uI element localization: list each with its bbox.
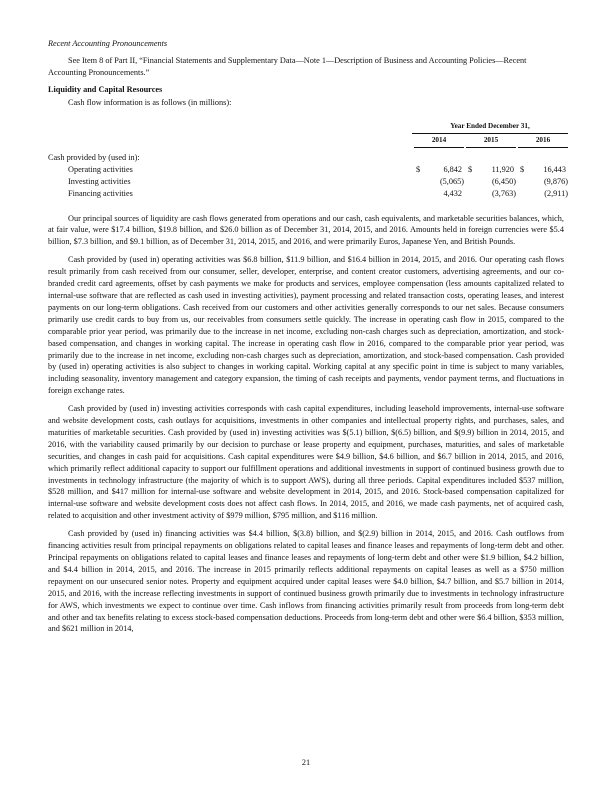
currency-symbol: $ [520, 164, 525, 174]
recent-pronouncements-heading: Recent Accounting Pronouncements [48, 39, 168, 48]
currency-symbol: $ [468, 164, 473, 174]
year-rule-2016 [518, 147, 568, 148]
page-number: 21 [301, 758, 311, 767]
paragraph-operating: Cash provided by (used in) operating activities was $6.8 billion, $11.9 billion, and $16.4 billion in 2014, 2015, and 2016. Our operating cash flows result primarily from cash received from our consumer, seller, developer, enterprise, and content creator customers, advertising agreements, and our co-branded credit card agreements, offset by cash payments we make for products and services, employee compensation (less amounts capitalized related to internal-use software that are reflected as cash used in investing activities), payment processing and related transaction costs, operating leases, and interest payments on our long-term obligations. Cash received from our customers and other activities generally corresponds to our net sales. Because consumers primarily use credit cards to buy from us, our receivables from consumers settle quickly. The increase in operating cash flow in 2015, compared to the comparable prior year period, was primarily due to the increase in net income, excluding non-cash charges such as depreciation, amortization, and stock-based compensation, and changes in working capital. The increase in operating cash flow in 2016, compared to the comparable prior year period, was primarily due to the increase in net income, excluding non-cash charges such as depreciation, amortization, and stock-based compensation. Cash provided by (used in) operating activities is also subject to changes in working capital. Working capital at any specific point in time is subject to many variables, including seasonality, inventory management and category expansion, the timing of cash receipts and payments, vendor payment terms, and fluctuations in foreign exchange rates. [48, 255, 564, 396]
row-label-financing: Financing activities [68, 188, 133, 198]
cell-investing-2015: (6,450) [491, 176, 516, 186]
year-header-2015: 2015 [483, 135, 499, 144]
cell-operating-2015: 11,920 [491, 164, 514, 174]
cell-financing-2014: 4,432 [443, 188, 462, 198]
paragraph-liquidity-sources: Our principal sources of liquidity are cash flows generated from operations and our cash, cash equivalents, and marketable securities balances, which, at fair value, were $17.4 billion, $19.8 billion, and $26.0 billion as of December 31, 2014, 2015, and 2016. Amounts held in foreign currencies were $5.4 billion, $7.3 billion, and $9.1 billion, as of December 31, 2014, 2015, and 2016, and were primarily Euros, Japanese Yen, and British Pounds. [48, 213, 564, 247]
row-label-operating: Operating activities [68, 164, 133, 174]
year-header-2016: 2016 [535, 135, 551, 144]
page-content [48, 38, 568, 635]
period-header-rule [412, 133, 568, 134]
cell-financing-2016: (2,911) [544, 188, 568, 198]
group-label: Cash provided by (used in): [48, 152, 140, 162]
cash-flow-intro: Cash flow information is as follows (in millions): [68, 97, 232, 107]
year-rule-2015 [466, 147, 516, 148]
paragraph-investing: Cash provided by (used in) investing activities corresponds with cash capital expenditures, including leasehold improvements, internal-use software and website development costs, cash outlays for acquisitions, investments in other companies and intellectual property rights, and purchases, sales, and maturities of marketable securities. Cash provided by (used in) investing activities was $(5.1) billion, $(6.5) billion, and $(9.9) billion in 2014, 2015, and 2016, with the variability caused primarily by our decision to purchase or lease property and equipment, purchases, maturities, and sales of marketable securities, and changes in cash paid for acquisitions. Cash capital expenditures were $4.9 billion, $4.6 billion, and $6.7 billion in 2014, 2015, and 2016, which primarily reflect additional capacity to support our fulfillment operations and additional investments in support of continued business growth due to investments in technology infrastructure (the majority of which is to support AWS), during all three periods. Capital expenditures included $537 million, $528 million, and $417 million for internal-use software and website development in 2014, 2015, and 2016. Stock-based compensation capitalized for internal-use software and website development costs does not affect cash flows. In 2014, 2015, and 2016, we made cash payments, net of acquired cash, related to acquisition and other investment activity of $979 million, $795 million, and $116 million. [48, 404, 564, 521]
paragraph-financing: Cash provided by (used in) financing activities was $4.4 billion, $(3.8) billion, and $(2.9) billion in 2014, 2015, and 2016. Cash outflows from financing activities result from principal repayments on obligations related to capital leases and finance leases and repayments of long-term debt and other. Principal repayments on obligations related to capital leases and finance leases and repayments of long-term debt and other were $1.9 billion, $4.2 billion, and $4.4 billion in 2014, 2015, and 2016. The increase in 2015 primarily reflects additional repayments on capital leases as well as a $750 million repayment on our unsecured senior notes. Property and equipment acquired under capital leases were $4.0 billion, $4.7 billion, and $5.7 billion in 2014, 2015, and 2016, with the increase reflecting investments in support of continued business growth primarily due to investments in technology infrastructure for AWS, which investments we expect to continue over time. Cash inflows from financing activities primarily result from proceeds from long-term debt and other and tax benefits relating to excess stock-based compensation deductions. Proceeds from long-term debt and other were $6.4 billion, $353 million, and $621 million in 2014, [48, 529, 564, 634]
recent-pronouncements-text: See Item 8 of Part II, “Financial Statements and Supplementary Data—Note 1—Description of Business and Accounting Policies—Recent Accounting Pronouncements.” [48, 55, 527, 77]
row-label-investing: Investing activities [68, 176, 131, 186]
cell-investing-2016: (9,876) [543, 176, 568, 186]
liquidity-heading: Liquidity and Capital Resources [48, 84, 163, 94]
cell-operating-2016: 16,443 [543, 164, 566, 174]
cell-financing-2015: (3,763) [491, 188, 516, 198]
currency-symbol: $ [416, 164, 421, 174]
cell-operating-2014: 6,842 [443, 164, 462, 174]
period-header: Year Ended December 31, [450, 121, 530, 130]
cell-investing-2014: (5,065) [439, 176, 464, 186]
year-rule-2014 [414, 147, 464, 148]
cash-flow-table [48, 121, 568, 213]
year-header-2014: 2014 [431, 135, 447, 144]
